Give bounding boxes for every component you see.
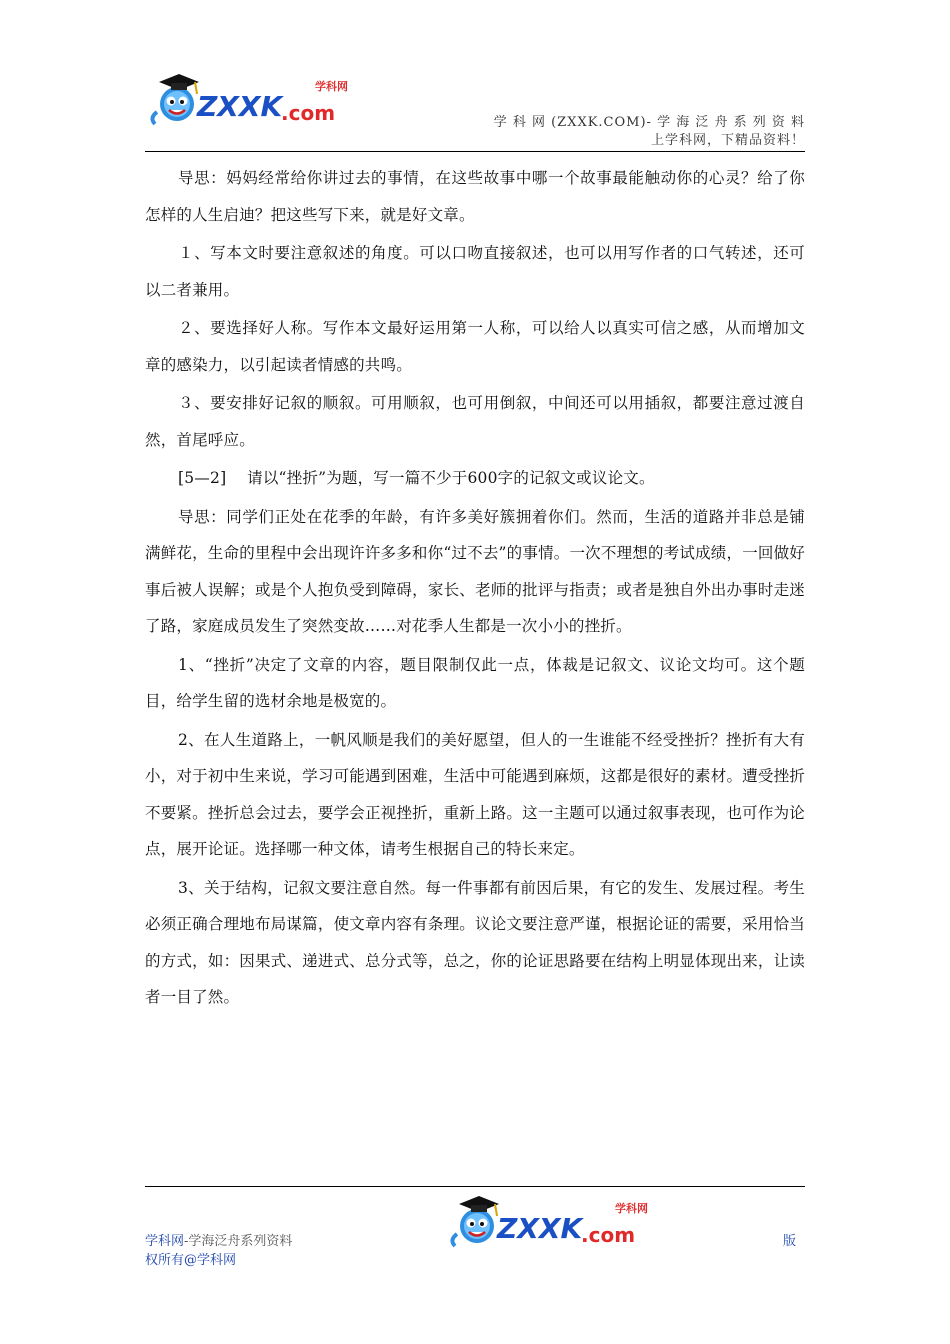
footer-site-link[interactable]: 学科网 [145, 1234, 185, 1249]
paragraph: １、写本文时要注意叙述的角度。可以口吻直接叙述，也可以用写作者的口气转述，还可以二者兼用。 [145, 244, 805, 299]
paragraph: 导思：同学们正处在花季的年龄，有许多美好簇拥着你们。然而，生活的道路并非总是铺满鲜花，生命的里程中会出现许许多多和你“过不去”的事情。一次不理想的考试成绩，一回做好事后被人误解；或是个人抱负受到障碍，家长、老师的批评与指责；或者是独自外出办事时走迷了路，家庭成员发生了突然变故……对花季人生都是一次小小的挫折。 [145, 507, 805, 635]
paragraph: 导思：妈妈经常给你讲过去的事情，在这些故事中哪一个故事最能触动你的心灵？给了你怎样的人生启迪？把这些写下来，就是好文章。 [145, 169, 805, 224]
paragraph: ３、要安排好记叙的顺叙。可用顺叙，也可用倒叙，中间还可以用插叙，都要注意过渡自然，首尾呼应。 [145, 394, 805, 449]
footer-zxxk-logo[interactable] [445, 1190, 665, 1252]
zxxk-logo-icon [145, 68, 365, 130]
footer-series: -学海泛舟系列资料 [184, 1234, 293, 1249]
svg-text:ZXXK: ZXXK [497, 1212, 583, 1245]
footer-divider [145, 1186, 805, 1187]
tagline-line-1: 学 科 网 (ZXXK.COM)- 学 海 泛 舟 系 列 资 料 [493, 115, 805, 130]
paragraph: ２、要选择好人称。写作本文最好运用第一人称，可以给人以真实可信之感，从而增加文章的感染力，以引起读者情感的共鸣。 [145, 319, 805, 374]
svg-text:ZXXK: ZXXK [197, 90, 283, 123]
svg-text:.com: .com [281, 101, 336, 125]
paragraph: 1、“挫折”决定了文章的内容，题目限制仅此一点，体裁是记叙文、议论文均可。这个题目，给学生留的选材余地是极宽的。 [145, 655, 805, 710]
svg-text:学科网: 学科网 [315, 80, 348, 93]
svg-text:.com: .com [581, 1223, 636, 1247]
footer-left-text [145, 1232, 292, 1270]
header-divider [145, 151, 805, 152]
page-header [145, 68, 805, 152]
paragraph: 3、关于结构，记叙文要注意自然。每一件事都有前因后果，有它的发生、发展过程。考生必须正确合理地布局谋篇，使文章内容有条理。议论文要注意严谨，根据论证的需要，采用恰当的方式，如：因果式、递进式、总分式等，总之，你的论证思路要在结构上明显体现出来，让读者一目了然。 [145, 878, 805, 1006]
paragraph: [5—2] 请以“挫折”为题，写一篇不少于600字的记叙文或议论文。 [178, 469, 655, 487]
footer-copyright[interactable]: 权所有@学科网 [145, 1253, 237, 1268]
header-tagline [494, 114, 805, 150]
zxxk-logo[interactable] [145, 68, 365, 130]
footer-logo-icon [445, 1190, 665, 1252]
footer-right-text: 版 [783, 1234, 797, 1249]
svg-text:学科网: 学科网 [615, 1202, 648, 1215]
paragraph: 2、在人生道路上，一帆风顺是我们的美好愿望，但人的一生谁能不经受挫折？挫折有大有小，对于初中生来说，学习可能遇到困难，生活中可能遇到麻烦，这都是很好的素材。遭受挫折不要紧。挫折总会过去，要学会正视挫折，重新上路。这一主题可以通过叙事表现，也可作为论点，展开论证。选择哪一种文体，请考生根据自己的特长来定。 [145, 730, 805, 858]
tagline-line-2: 上学科网，下精品资料！ [650, 133, 805, 148]
document-body [145, 160, 805, 1018]
footer-line-1 [145, 1232, 292, 1251]
